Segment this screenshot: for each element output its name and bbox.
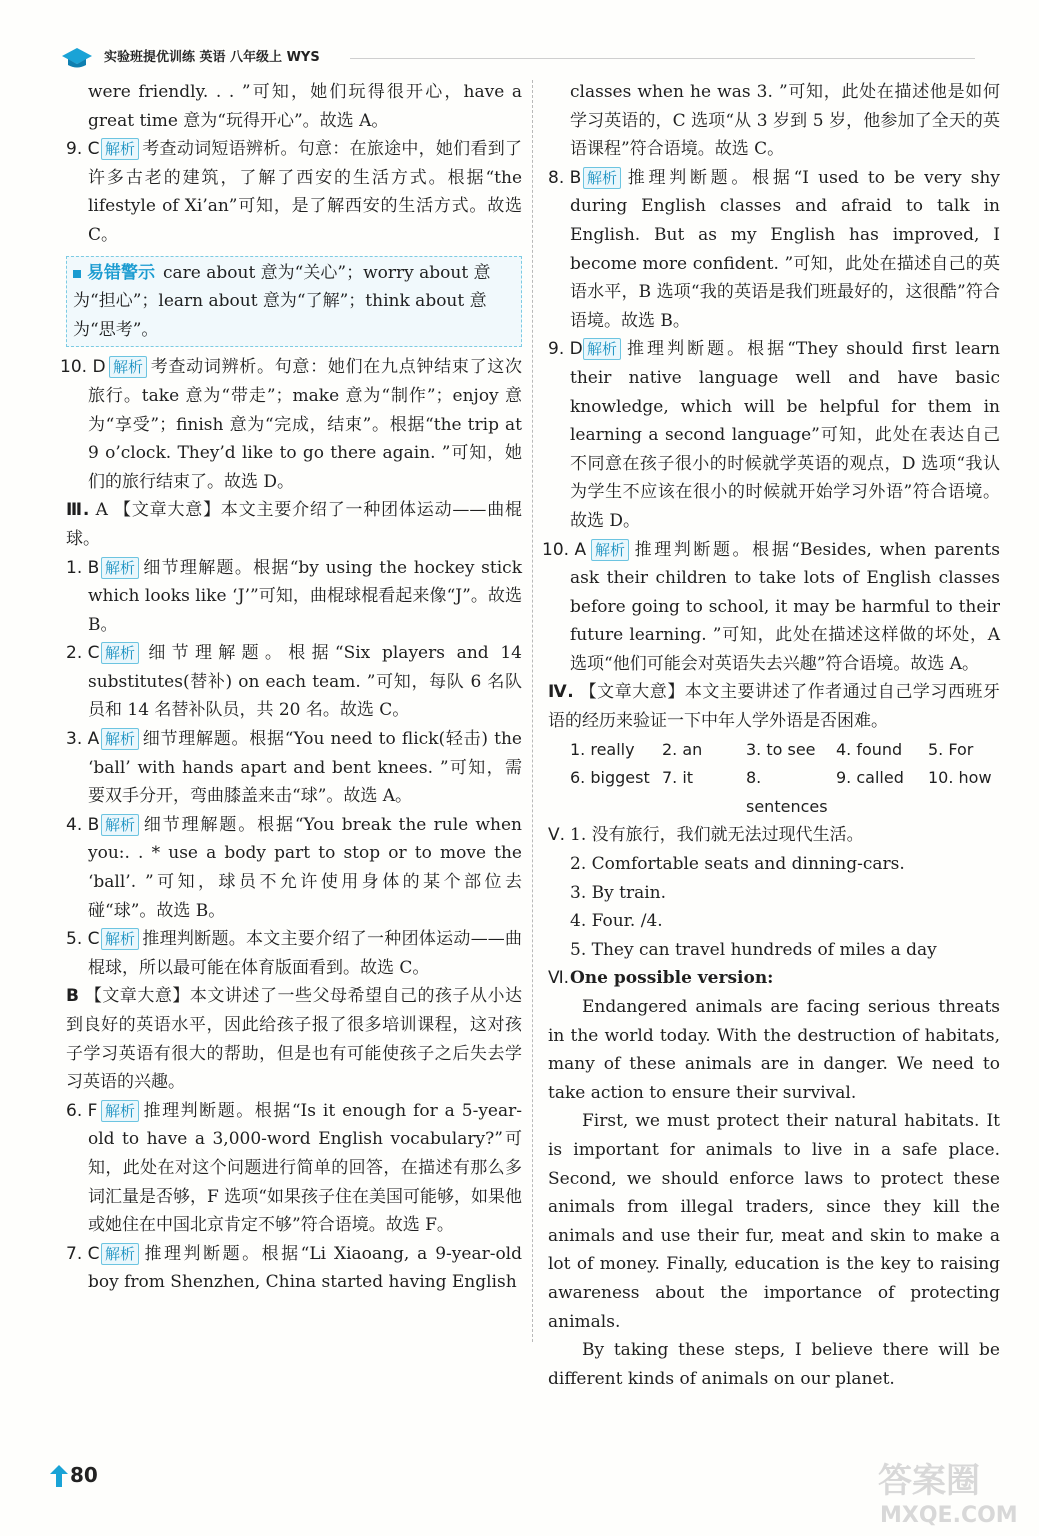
warning-square-icon	[73, 270, 81, 278]
page-number-arrow-icon	[50, 1465, 68, 1487]
analysis-tag: 解析	[101, 557, 139, 579]
page-number-text: 80	[70, 1463, 98, 1487]
answer-number: 6. F	[66, 1100, 98, 1121]
writing-sample	[548, 964, 1000, 1393]
fill-answer: 4. found	[836, 739, 903, 759]
answer-item	[60, 353, 522, 496]
answer-explanation: 细节理解题。根据“You need to flick(轻击) the ‘ball’ with hands apart and bent knees. ”可知，需要双手分开，弯曲膝盖来击“球”。故选 A。	[88, 729, 522, 807]
watermark-logo	[870, 1450, 1030, 1530]
translation-text: 1. 没有旅行，我们就无法过现代生活。	[570, 825, 864, 846]
section-summary	[548, 678, 1000, 735]
answer-number: 7. C	[66, 1243, 100, 1264]
essay-heading: One possible version:	[570, 968, 774, 989]
answer-number: 10. D	[60, 357, 106, 378]
warning-title: 易错警示	[87, 262, 155, 283]
analysis-tag: 解析	[583, 338, 621, 360]
fill-answer: 5. For	[928, 739, 974, 759]
left-column	[60, 78, 523, 1297]
translation-text: 3. By train.	[570, 882, 667, 903]
answer-explanation: 推理判断题。根据“They should first learn their native language well and have basic knowledge, which will be helpful for them in learning a second language”可知，此处在表达自己不同意在孩子很小的时候就学英语的观点，D 选项“我认为学生不应该在很小的时候就开始学习外语”符合语境。故选 D。	[570, 339, 1000, 531]
answer-number: 2. C	[66, 643, 100, 664]
answer-item	[542, 536, 1000, 679]
section-summary	[66, 982, 522, 1096]
answer-item	[548, 164, 1000, 336]
warning-text: care about 意为“关心”；worry about 意为“担心”；learn about 意为“了解”；think about 意为“思考”。	[73, 262, 491, 340]
answer-explanation: 细节理解题。根据“by using the hockey stick which looks like ‘J’”可知，曲棍球棍看起来像“J”。故选 B。	[88, 557, 522, 635]
answer-item	[548, 335, 1000, 535]
fill-answer: 10. how	[928, 768, 992, 788]
translation-answer	[548, 936, 1000, 965]
answer-number: 10. A	[542, 539, 587, 560]
answer-item	[66, 811, 522, 925]
analysis-tag: 解析	[101, 928, 139, 950]
analysis-tag: 解析	[109, 356, 147, 378]
error-warning-box	[66, 256, 522, 348]
answer-grid	[570, 736, 1000, 822]
fill-answer: 8. sentences	[746, 768, 828, 816]
essay-paragraph: Endangered animals are facing serious threats in the world today. With the destruction of habitats, many of these animals are in danger. We need to take action to ensure their survival.	[548, 997, 1000, 1103]
answer-number: 8. B	[548, 167, 582, 188]
translation-text: 5. They can travel hundreds of miles a day	[570, 939, 937, 960]
fill-answer: 7. it	[662, 768, 694, 788]
translation-answer	[548, 850, 1000, 879]
answer-item	[66, 1240, 522, 1297]
answer-item	[66, 554, 522, 640]
fill-answer: 1. really	[570, 739, 635, 759]
answer-explanation: 推理判断题。根据“Is it enough for a 5-year-old to have a 3,000-word English vocabulary?”可知，此处在对这个问题进行简单的回答，在描述有那么多词汇量是否够，F 选项“如果孩子住在美国可能够，如果他或她住在中国北京肯定不够”符合语境。故选 F。	[88, 1100, 522, 1236]
svg-text:答案圈: 答案圈	[878, 1461, 980, 1501]
section-summary	[66, 496, 522, 553]
section-label: B	[66, 986, 79, 1007]
svg-text:MXQE.COM: MXQE.COM	[880, 1503, 1018, 1528]
analysis-tag: 解析	[101, 814, 139, 836]
answer-explanation: 推理判断题。根据“I used to be very shy during English classes and afraid to talk in English. But as my English has improved, I become more confident. ”可知，此处在描述自己的英语水平，B 选项“我的英语是我们班最好的，这很酷”符合语境。故选 B。	[570, 167, 1000, 331]
analysis-tag: 解析	[101, 728, 139, 750]
page-number	[50, 1461, 108, 1491]
book-logo-icon	[60, 44, 94, 70]
answer-explanation: 推理判断题。本文主要介绍了一种团体运动——曲棍球，所以最可能在体育版面看到。故选 C。	[88, 929, 522, 978]
essay-paragraph: First, we must protect their natural habitats. It is important for animals to live in a safe place. Second, we should enforce laws to protect these animals from illegal traders, since they kill the animals and use their fur, meat and skin to make a lot of money. Finally, education is the key to raising awareness about the importance of protecting animals.	[548, 1111, 1000, 1332]
answer-item	[66, 135, 522, 249]
fill-in-answers	[548, 736, 1000, 822]
section-label: Ⅳ.	[548, 682, 574, 703]
fill-answer: 2. an	[662, 739, 703, 759]
answer-number: 1. B	[66, 557, 100, 578]
fill-answer: 6. biggest	[570, 768, 650, 788]
section-label: Ⅴ.	[548, 825, 566, 846]
analysis-tag: 解析	[101, 1100, 139, 1122]
answer-explanation: 细节理解题。根据“You break the rule when you:. . * use a body part to stop or to move the ‘ball’. ”可知，球员不允许使用身体的某个部位去碰“球”。故选 B。	[88, 814, 522, 921]
translation-text: 4. Four. /4.	[570, 911, 663, 932]
answer-item	[66, 725, 522, 811]
analysis-tag: 解析	[101, 138, 139, 160]
answer-item	[66, 1097, 522, 1240]
answer-number: 4. B	[66, 814, 100, 835]
answer-explanation: 细节理解题。根据“Six players and 14 substitutes(替补) on each team. ”可知，每队 6 名队员和 14 名替补队员，共 20 名。故选 C。	[88, 643, 522, 721]
header-title: 实验班提优训练 英语 八年级上 WYS	[104, 50, 320, 65]
section-text: A 【文章大意】本文主要介绍了一种团体运动——曲棍球。	[66, 500, 523, 549]
answer-explanation: 推理判断题。根据“Li Xiaoang, a 9-year-old boy from Shenzhen, China started having English	[88, 1243, 522, 1293]
column-divider	[532, 80, 533, 1342]
answer-number: 3. A	[66, 729, 100, 750]
translation-answer	[548, 879, 1000, 908]
answer-number: 9. C	[66, 139, 100, 160]
section-label: Ⅲ.	[66, 500, 90, 521]
analysis-tag: 解析	[591, 539, 629, 561]
answer-continuation: were friendly. . . ”可知，她们玩得很开心，have a great time 意为“玩得开心”。故选 A。	[88, 82, 522, 131]
header-rule	[350, 58, 975, 59]
section-text: 【文章大意】本文讲述了一些父母希望自己的孩子从小达到良好的英语水平，因此给孩子报了很多培训课程，这对孩子学习英语有很大的帮助，但是也有可能使孩子之后失去学习英语的兴趣。	[66, 986, 523, 1093]
answer-explanation: 考查动词辨析。句意：她们在九点钟结束了这次旅行。take 意为“带走”；make 意为“制作”；enjoy 意为“享受”；finish 意为“完成，结束”。根据“the trip at 9 o’clock. They’d like to go there again. ”可知，她们的旅行结束了。故选 D。	[88, 357, 522, 492]
translation-answer	[548, 907, 1000, 936]
analysis-tag: 解析	[583, 167, 621, 189]
translation-text: 2. Comfortable seats and dinning-cars.	[570, 854, 905, 875]
answer-number: 9. D	[548, 339, 583, 360]
answer-item	[66, 639, 522, 725]
answer-explanation: 推理判断题。根据“Besides, when parents ask their children to take lots of English classes before going to school, it may be harmful to their future learning. ”可知，此处在描述这样做的坏处，A 选项“他们可能会对英语失去兴趣”符合语境。故选 A。	[570, 539, 1000, 674]
answer-item	[66, 925, 522, 982]
translation-answer	[548, 821, 1000, 850]
fill-answer: 9. called	[836, 768, 904, 788]
section-text: 【文章大意】本文主要讲述了作者通过自己学习西班牙语的经历来验证一下中年人学外语是否困难。	[548, 682, 1001, 732]
answer-explanation: 考查动词短语辨析。句意：在旅途中，她们看到了许多古老的建筑，了解了西安的生活方式。根据“the lifestyle of Xi’an”可知，是了解西安的生活方式。故选 C。	[88, 139, 522, 245]
right-column	[542, 78, 1001, 1393]
section-label: Ⅵ.	[548, 968, 570, 989]
essay-heading-row	[548, 964, 1000, 993]
analysis-tag: 解析	[101, 642, 139, 664]
translation-section	[548, 821, 1000, 964]
analysis-tag: 解析	[101, 1243, 139, 1265]
page-header	[60, 44, 975, 74]
answer-number: 5. C	[66, 929, 100, 950]
essay-paragraph: By taking these steps, I believe there will be different kinds of animals on our planet.	[548, 1340, 1000, 1389]
answer-continuation: classes when he was 3. ”可知，此处在描述他是如何学习英语的，C 选项“从 3 岁到 5 岁，他参加了全天的英语课程”符合语境。故选 C。	[570, 82, 1000, 160]
fill-answer: 3. to see	[746, 739, 816, 759]
